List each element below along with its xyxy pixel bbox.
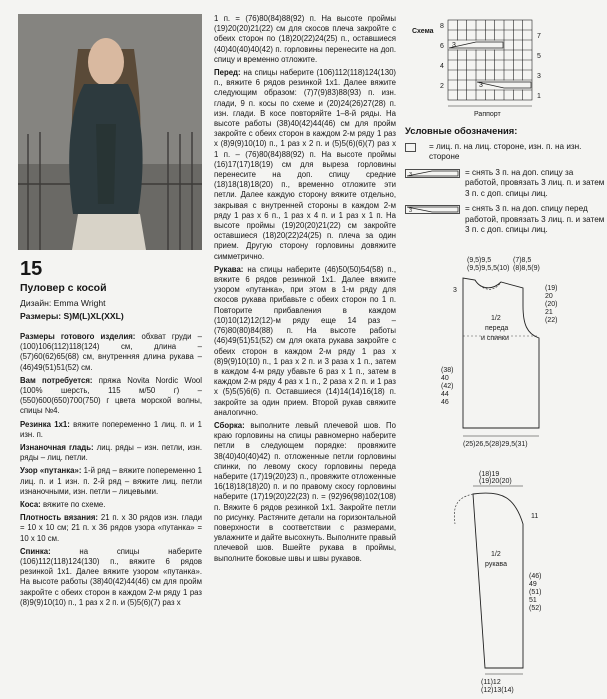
- armhole-label: (20): [545, 301, 558, 308]
- paragraph-text: вяжите по схеме.: [40, 500, 106, 510]
- cable-number: 3: [452, 42, 456, 49]
- sleeve-top-label: (18)19: [479, 471, 500, 478]
- model-photo-image: [18, 14, 202, 250]
- sleeve-schematic: [445, 468, 605, 696]
- neck-label: (9,5)9,5,5(10): [467, 265, 510, 272]
- length-label: 51: [529, 597, 537, 604]
- cable-cross-back: [449, 41, 504, 50]
- cable-cross-front: [477, 81, 532, 90]
- legend-text: = снять 3 п. на доп. спицу за работой, провязать 3 лиц. п. и затем 3 п. с доп. спицы лиц.: [465, 167, 605, 198]
- row-number: 2: [440, 83, 444, 90]
- piece-label: и спинки: [481, 335, 509, 342]
- row-number: 7: [537, 33, 541, 40]
- sleeve-bottom-label: (11)12: [481, 679, 501, 686]
- cable-back-symbol-icon: [405, 169, 461, 179]
- body-outline: [463, 278, 539, 428]
- paragraph-label: Плотность вязания:: [20, 513, 99, 523]
- legend-item-knit: [405, 142, 605, 163]
- armhole-label: 20: [545, 293, 553, 300]
- paragraph-text: выполните левый плечевой шов. По краю горловины на спицы равномерно наберите петли в следующем порядке: провяжите 38(40)40(40)42) п. отложенные петли горловины спинки, по левому скосу горловины переда наберите (17)19(20)23) п., провяжите отложенные 16(18)18(18)20) п. и по правому скосу горловины наберите (17)19(20)22(23) п. = (92)96(98)102(108) п. Вяжите 6 рядов резинкой 1х1. Закройте петли по рисунку. Растяните детали на горизонтальной поверхности в соответствии с размерами, увлажните и дайте высохнуть. Выполните правый плечевой шов. Вшейте рукава в проймы, выполните боковые швы и швы рукавов.: [214, 420, 396, 563]
- armhole-label: (19): [545, 285, 558, 292]
- length-label: (52): [529, 605, 542, 612]
- paragraph-sleeves: [214, 265, 396, 418]
- cable-front-symbol-icon: [405, 205, 461, 215]
- paragraph-label: Вам потребуется:: [20, 375, 93, 385]
- height-label: (42): [441, 383, 454, 390]
- legend-item-cable-front: [405, 204, 605, 236]
- shoulder-label: (9,5)9,5: [467, 257, 492, 264]
- paragraph-text: на спицы наберите (46)50(50)54(58) п., вяжите 6 рядов резинкой 1х1. Далее вяжите узором «путанка», при этом в 1-м ряду для скосов рукава прибавьте с обеих сторон по 1 п. Повторите прибавления в каждом (10)10(12)12(12)-м ряду еще 14 раз – (76)80(80)84(88) п. На высоте работы (46)49(51)51(52) см для оката рукава закройте с обеих сторон в каждом 2-м ряду 1 раз х (8)9(9)10(10) п., 1 раз х 2 п. и 3 раза х 1 п., затем в каждом 4-м ряду убавьте 6 раз х 1 п., затем в каждом 2-м ряду 4 раз х 1 п., 2 раза х 2 п. и 1 раз х (5)5(5)6(6) п. Оставшиеся (14)14(14)16(18) п. закройте за один прием. Второй рукав свяжите аналогично.: [214, 264, 396, 417]
- sizes-line: Размеры: S)M(L)XL(XXL): [20, 311, 124, 321]
- legend: [405, 126, 605, 241]
- paragraph-label: Спинка:: [20, 546, 51, 556]
- legend-text: = снять 3 п. на доп. спицу перед работой, провязать 3 лиц. п. и затем 3 п. с доп. спицы лиц.: [465, 204, 605, 234]
- piece-label: рукава: [485, 561, 507, 568]
- sleeve-cap-mirror: [454, 494, 473, 524]
- paragraph-label: Коса:: [20, 500, 41, 510]
- middle-column: [214, 14, 396, 567]
- designer-line: Дизайн: Emma Wright: [20, 298, 106, 308]
- width-label: (25)26,5(28)29,5(31): [463, 441, 528, 448]
- pattern-title: Пуловер с косой: [20, 282, 107, 294]
- legend-title: Условные обозначения:: [405, 125, 518, 136]
- paragraph-text: на спицы наберите (106)112(118)124(130) п., вяжите 6 рядов резинкой 1х1. Далее вяжите следующим образом: (7)7(9)83)88(93) п. изн. глади, 9 п. косы по схеме и (20)24(26)27(28) п. изн. глади. В косе повторяйте 1–8-й ряды. На высоте работы (38)40(42)44(46) см для пройм закройте с обеих сторон в каждом 2-м ряду 1 раз х (8)9(9)10(10) п., 1 раз х 2 п. и (5)5(6)(6)(7) раз х 1 п. – (76)80(84)88(92) п. На высоте проймы (16)17(17)18(19) см для выреза горловины перенесите на доп. спицу средние (18)18(18)18(20) п., временно отложите эти петли. Далее каждую сторону вяжите отдельно, закрывая с внутренней стороны в каждом 2-м ряду 1 раз х 6 п., 1 раз х 4 п. и 1 раз х 1 п. На высоте проймы (19)20(20)21(22) см закройте оставшиеся (18)20(22)24(25) п. плеча за один прием. Другую сторону горловины довяжите симметрично.: [214, 68, 396, 261]
- repeat-label: Раппорт: [474, 111, 501, 118]
- paragraph-text: 1-й ряд – вяжите попеременно 1 лиц. п. и 1 изн. п. 2-й ряд – вяжите лиц. петли изнаночными, изн. петли – лицевыми.: [20, 466, 202, 496]
- paragraph-text: 21 п. х 30 рядов изн. глади = 10 х 10 см; 21 п. х 36 рядов узора «путанка» = 10 х 10 см.: [20, 513, 202, 543]
- piece-label: переда: [485, 325, 509, 332]
- row-number: 8: [440, 23, 444, 30]
- paragraph-label: Узор «путанка»:: [20, 466, 82, 476]
- paragraph-text: пряжа Novita Nordic Wool (100% шерсть, 115 м/50 г) – (550)600(650)700(750) г цвета морской волны, спицы №4.: [20, 375, 202, 416]
- height-label: 44: [441, 391, 449, 398]
- left-column: [20, 332, 202, 611]
- paragraph-label: Перед:: [214, 68, 241, 78]
- paragraph-stockinette: [20, 443, 202, 463]
- height-label: 40: [441, 375, 449, 382]
- paragraph-text: лиц. ряды – изн. петли, изн. ряды – лиц. петли.: [20, 443, 202, 463]
- row-number: 1: [537, 93, 541, 100]
- paragraph-cable: [20, 500, 202, 510]
- svg-text:3: 3: [409, 208, 413, 214]
- length-label: (51): [529, 589, 542, 596]
- cable-chart: [400, 14, 605, 124]
- piece-label: 1/2: [491, 551, 501, 558]
- legend-item-cable-back: [405, 168, 605, 200]
- cable-number: 3: [479, 82, 483, 89]
- paragraph-gauge: [20, 513, 202, 544]
- sleeve-outline: [473, 493, 523, 668]
- row-number: 3: [537, 73, 541, 80]
- armhole-label: 21: [545, 309, 553, 316]
- paragraph-front: [214, 68, 396, 262]
- paragraph-label: Размеры готового изделия:: [20, 332, 136, 341]
- model-photo: [18, 14, 202, 250]
- paragraph-rib: [20, 420, 202, 440]
- row-number: 4: [440, 63, 444, 70]
- chart-title: Схема: [412, 28, 434, 35]
- paragraph-back: [20, 547, 202, 608]
- paragraph-text: 1 п. = (76)80(84)88(92) п. На высоте проймы (19)20(20)21(22) см для скосов плеча закройте с обеих сторон по (18)20(22)24(25) п., оставшиеся (40)40(40)40(42) п. горловины перенесите на доп. спицу и временно отложите.: [214, 14, 396, 64]
- row-number: 5: [537, 53, 541, 60]
- paragraph-assembly: [214, 421, 396, 564]
- paragraph-label: Рукава:: [214, 264, 244, 274]
- paragraph-text: обхват груди – (100)106(112)118(124) см, длина – (57)60(62)65(68) см, внутренняя длина рукава – (46)49(51)51(52) см.: [20, 332, 202, 372]
- length-label: (46): [529, 573, 542, 580]
- body-schematic: [405, 250, 605, 460]
- neck-depth-label: (7)8,5: [513, 257, 532, 264]
- height-labels: [441, 367, 453, 406]
- armhole-labels: [545, 285, 557, 324]
- depth-label: 3: [453, 287, 457, 294]
- sleeve-bottom-label-2: (12)13(14): [481, 687, 514, 694]
- sleeve-length-labels: [529, 573, 541, 612]
- paragraph-label: Изнаночная гладь:: [20, 443, 94, 453]
- sleeve-top-label-2: (19)20(20): [479, 478, 512, 485]
- neck-depth-label-2: (8)8,5(9): [513, 265, 540, 272]
- legend-text: = лиц. п. на лиц. стороне, изн. п. на изн. стороне: [429, 141, 582, 161]
- paragraph-label: Сборка:: [214, 420, 245, 430]
- cap-height-label: 11: [531, 513, 539, 520]
- piece-label: 1/2: [491, 315, 501, 322]
- svg-text:3: 3: [409, 171, 413, 178]
- knit-symbol-icon: [405, 143, 417, 153]
- paragraph-text: вяжите попеременно 1 лиц. п. и 1 изн. п.: [20, 419, 203, 439]
- paragraph-moss-pattern: [20, 466, 202, 497]
- height-label: (38): [441, 367, 454, 374]
- armhole-label: (22): [545, 317, 558, 324]
- paragraph-materials: [20, 376, 202, 417]
- length-label: 49: [529, 581, 537, 588]
- paragraph-label: Резинка 1х1:: [20, 419, 70, 429]
- paragraph-text: на спицы наберите (106)112(118)124(130) п., вяжите 6 рядов резинкой 1х1. Далее вяжите узором «путанка». На высоте работы (38)40(42)44(46) см для пройм закройте с обеих сторон в каждом 2-м ряду 1 раз (8)9(9)10(10) п., 1 раз х 2 п. и (5)5(6)(7) раз х: [20, 546, 202, 607]
- height-label: 46: [441, 399, 449, 406]
- pattern-number: 15: [20, 258, 43, 280]
- row-number: 6: [440, 43, 444, 50]
- paragraph-dimensions: [20, 332, 202, 373]
- paragraph-back-continued: [214, 14, 396, 65]
